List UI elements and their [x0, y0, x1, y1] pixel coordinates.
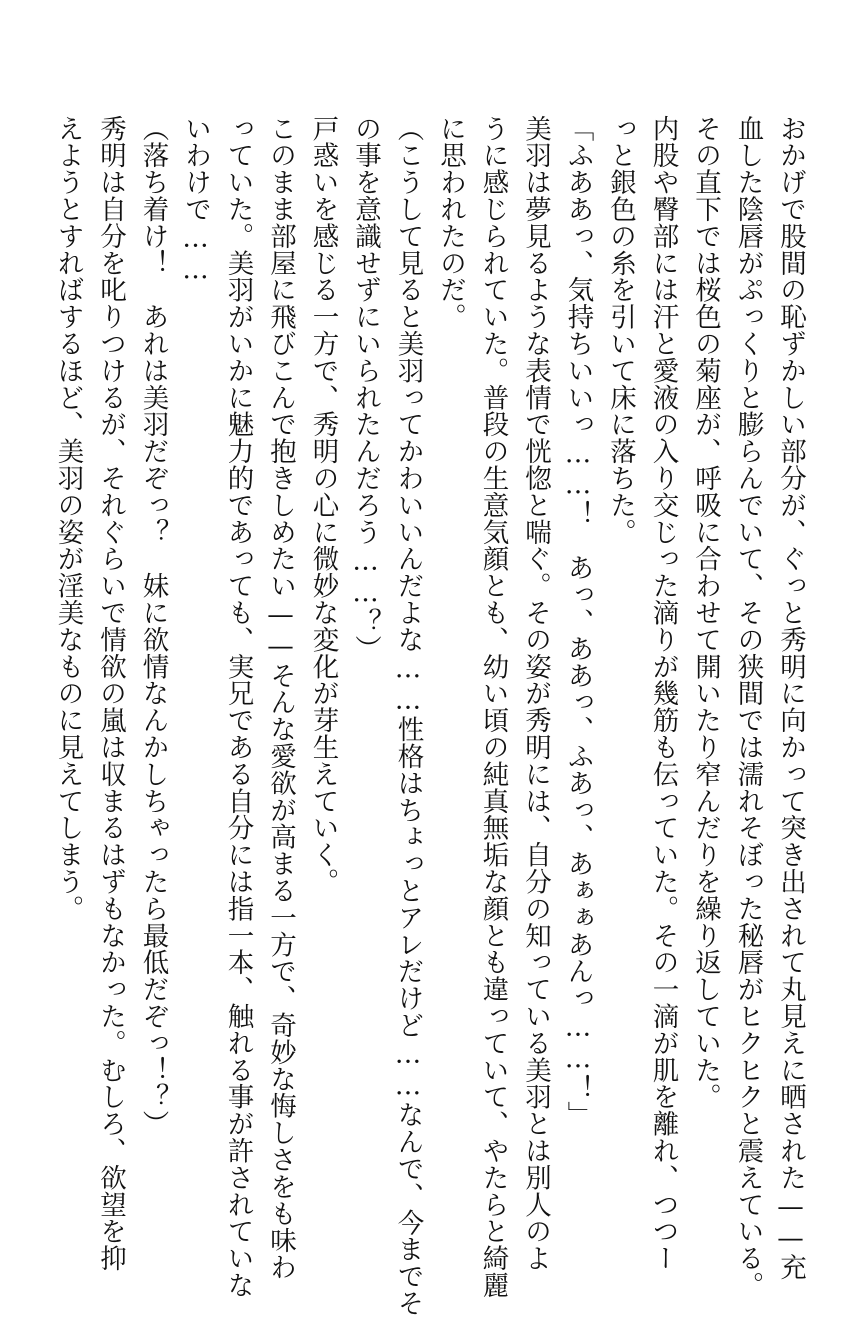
thought-line: の事を意識せずにいられたんだろう……？） — [350, 115, 381, 662]
text-line: うに感じられていた。普段の生意気顔とも、幼い頃の純真無垢な顔とも違っていて、やたらと綺麗 — [477, 115, 509, 1299]
thought-line: （落ち着け！ あれは美羽だぞっ？ 妹に欲情なんかしちゃったら最低だぞっ！？） — [137, 115, 169, 1138]
text-line: いわけで…… — [180, 115, 211, 286]
text-line: っていた。美羽がいかに魅力的であっても、実兄である自分には指一本、触れる事が許されていな — [222, 115, 254, 1299]
text-line: 秀明は自分を叱りつけるが、それぐらいで情欲の嵐は収まるはずもなかった。むしろ、欲望を抑 — [95, 115, 126, 1272]
text-line: 戸惑いを感じる一方で、秀明の心に微妙な変化が芽生えていく。 — [307, 115, 339, 896]
text-line: その直下では桜色の菊座が、呼吸に合わせて開いたり窄んだりを繰り返していた。 — [690, 115, 721, 1111]
thought-line: （こうして見ると美羽ってかわいいんだよな……性格はちょっとアレだけど……なんで、今までそ — [392, 115, 424, 1317]
text-line: 美羽は夢見るような表情で恍惚と喘ぐ。その姿が秀明には、自分の知っている美羽とは別人のよ — [520, 115, 551, 1272]
text-line: に思われたのだ。 — [435, 115, 466, 331]
text-line: 血した陰唇がぷっくりと膨らんでいて、その狭間では濡れそぼった秘唇がヒクヒクと震えている。 — [732, 115, 764, 1299]
text-line: このまま部屋に飛びこんで抱きしめたい——そんな愛欲が高まる一方で、奇妙な悔しさをも味わ — [265, 115, 296, 1281]
text-line: えようとすればするほど、美羽の姿が淫美なものに見えてしまう。 — [52, 115, 84, 922]
text-line: っと銀色の糸を引いて床に落ちた。 — [605, 115, 636, 546]
text-line: 内股や臀部には汗と愛液の入り交じった滴りが幾筋も伝っていた。その一滴が肌を離れ、つつー — [647, 115, 679, 1272]
dialogue-line: 「ふああっ、気持ちいいっ……！ あっ、ああっ、ふあっ、あぁぁあんっ……！」 — [562, 115, 594, 1129]
text-line: おかげで股間の恥ずかしい部分が、ぐっと秀明に向かって突き出されて丸見えに晒された——充 — [775, 115, 806, 1281]
vertical-text-body — [46, 115, 811, 1317]
